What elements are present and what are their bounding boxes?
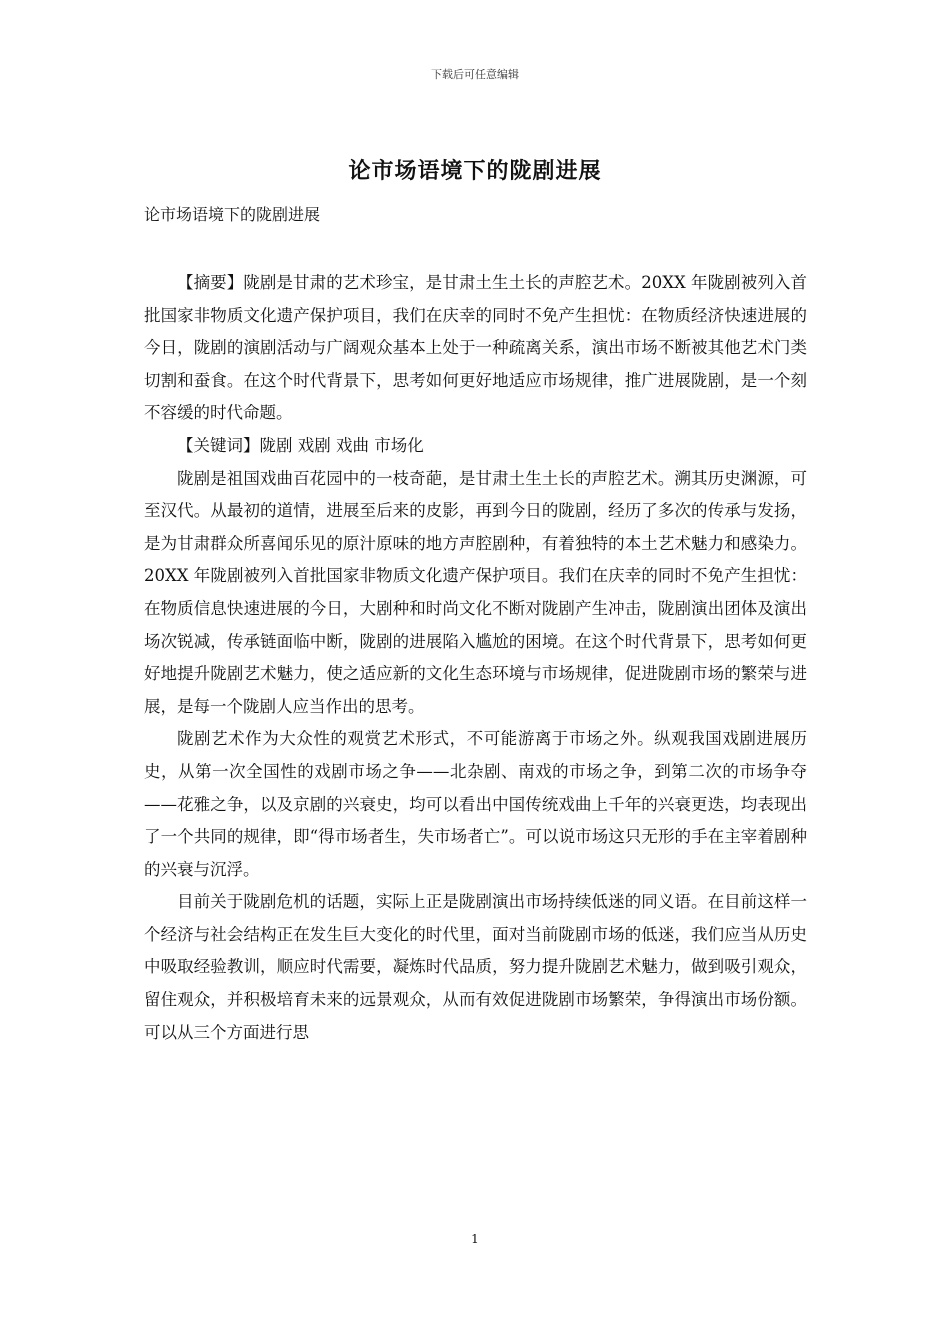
document-subtitle: 论市场语境下的陇剧进展 [144, 205, 321, 224]
body-paragraph: 目前关于陇剧危机的话题，实际上正是陇剧演出市场持续低迷的同义语。在目前这样一个经济与社会结构正在发生巨大变化的时代里，面对当前陇剧市场的低迷，我们应当从历史中吸取经验教训，顺应时代需要，凝炼时代品质，努力提升陇剧艺术魅力，做到吸引观众，留住观众，并积极培育未来的远景观众，从而有效促进陇剧市场繁荣，争得演出市场份额。可以从三个方面进行思 [144, 892, 807, 1042]
keywords-paragraph: 【关键词】陇剧 戏剧 戏曲 市场化 [177, 435, 424, 455]
body-paragraph: 陇剧艺术作为大众性的观赏艺术形式，不可能游离于市场之外。纵观我国戏剧进展历史，从第一次全国性的戏剧市场之争——北杂剧、南戏的市场之争，到第二次的市场争夺——花雅之争，以及京剧的兴衰史，均可以看出中国传统戏曲上千年的兴衰更迭，均表现出了一个共同的规律，即“得市场者生，失市场者亡”。可以说市场这只无形的手在主宰着剧种的兴衰与沉浮。 [144, 729, 807, 879]
abstract-paragraph: 【摘要】陇剧是甘肃的艺术珍宝，是甘肃土生土长的声腔艺术。20XX 年陇剧被列入首批国家非物质文化遗产保护项目，我们在庆幸的同时不免产生担忧：在物质经济快速进展的今日，陇剧的演剧活动与广阔观众基本上处于一种疏离关系，演出市场不断被其他艺术门类切割和蚕食。在这个时代背景下，思考如何更好地适应市场规律，推广进展陇剧，是一个刻不容缓的时代命题。 [144, 273, 807, 423]
document-title: 论市场语境下的陇剧进展 [348, 158, 602, 184]
page-header-note: 下载后可任意编辑 [431, 68, 519, 81]
document-body [144, 267, 807, 1049]
page-number: 1 [471, 1232, 479, 1246]
body-paragraph: 陇剧是祖国戏曲百花园中的一枝奇葩，是甘肃土生土长的声腔艺术。溯其历史渊源，可至汉代。从最初的道情，进展至后来的皮影，再到今日的陇剧，经历了多次的传承与发扬，是为甘肃群众所喜闻乐见的原汁原味的地方声腔剧种，有着独特的本土艺术魅力和感染力。20XX 年陇剧被列入首批国家非物质文化遗产保护项目。我们在庆幸的同时不免产生担忧：在物质信息快速进展的今日，大剧种和时尚文化不断对陇剧产生冲击，陇剧演出团体及演出场次锐减，传承链面临中断，陇剧的进展陷入尴尬的困境。在这个时代背景下，思考如何更好地提升陇剧艺术魅力，使之适应新的文化生态环境与市场规律，促进陇剧市场的繁荣与进展，是每一个陇剧人应当作出的思考。 [144, 468, 807, 716]
